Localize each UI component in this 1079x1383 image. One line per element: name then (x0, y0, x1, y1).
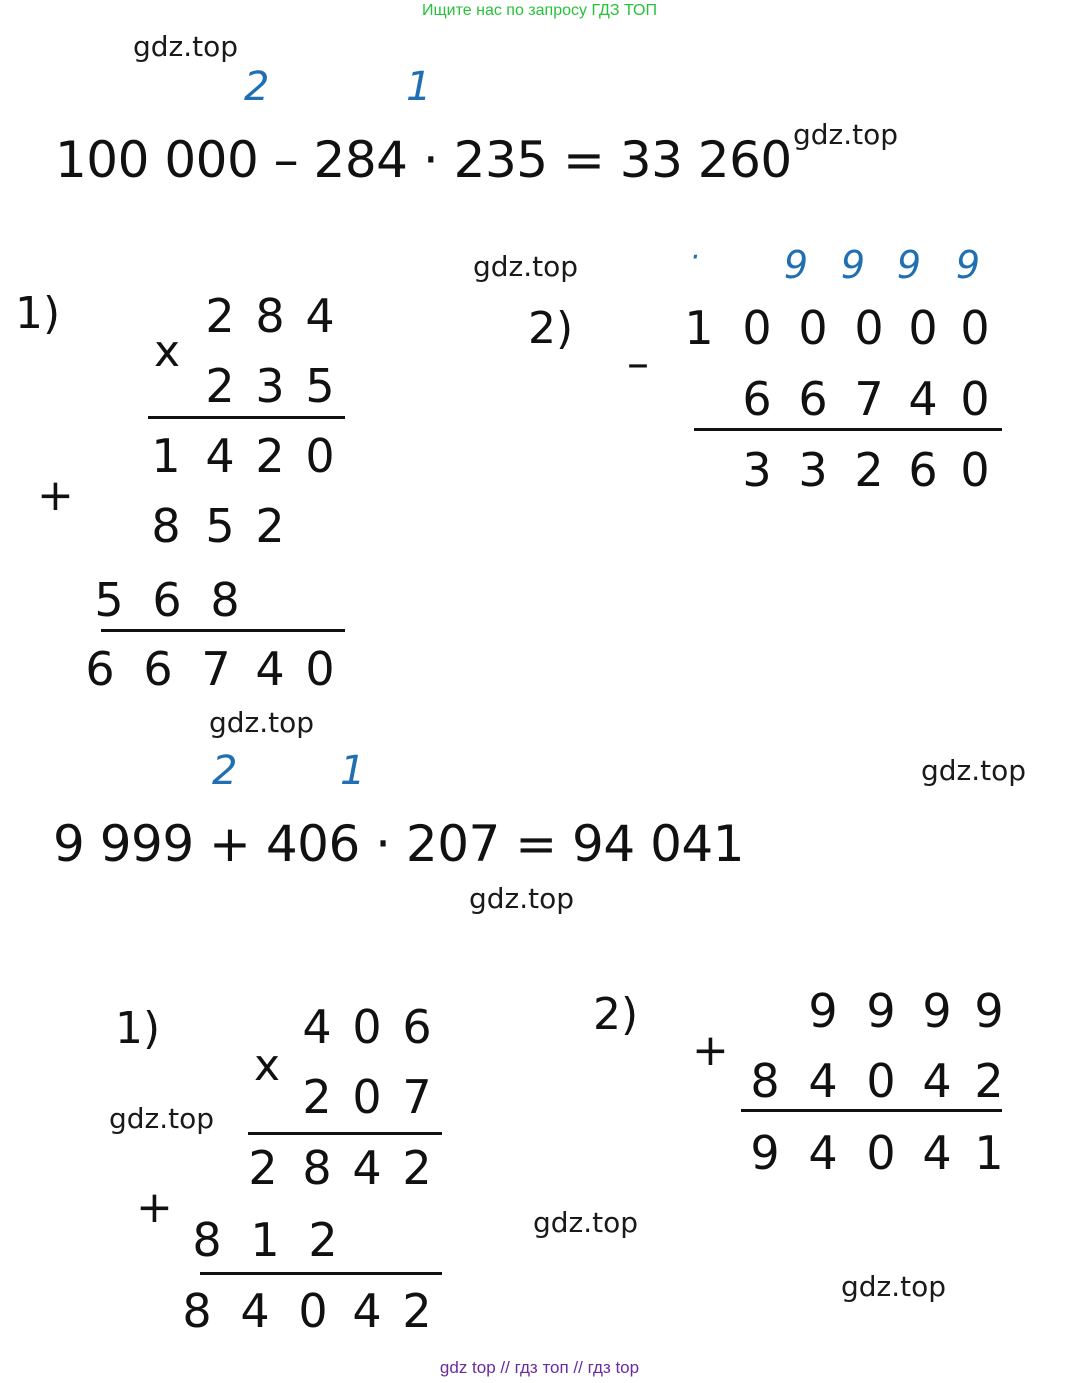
digit: 0 (866, 1054, 896, 1108)
plus-sign: + (136, 1182, 173, 1233)
multiplicand (292, 1000, 442, 1054)
order-mark: 1 (406, 64, 432, 110)
multiplicand (195, 289, 345, 343)
difference-result (730, 443, 1000, 497)
digit: 9 (866, 984, 896, 1038)
rule (148, 416, 345, 419)
order-mark: 2 (244, 64, 270, 110)
digit: 5 (305, 359, 335, 413)
digit: 6 (85, 642, 115, 696)
digit: 0 (798, 301, 828, 355)
borrow-digit: 9 (783, 243, 809, 287)
minus-sign: – (627, 338, 649, 389)
partial-product (234, 1141, 442, 1195)
multiply-sign: x (254, 1040, 281, 1091)
digit: 6 (152, 573, 182, 627)
order-mark: 2 (212, 748, 238, 794)
digit: 4 (352, 1284, 382, 1338)
digit: 2 (308, 1213, 338, 1267)
digit: 1 (151, 429, 181, 483)
watermark: gdz.top (473, 250, 579, 283)
digit: 7 (854, 372, 884, 426)
watermark: gdz.top (109, 1102, 215, 1135)
minuend (668, 301, 1000, 355)
digit: 3 (798, 443, 828, 497)
digit: 2 (302, 1070, 332, 1124)
borrow-dot: · (690, 240, 700, 275)
digit: 2 (402, 1284, 432, 1338)
digit: 8 (302, 1141, 332, 1195)
multiplier (195, 359, 345, 413)
digit: 8 (255, 289, 285, 343)
digit: 1 (250, 1213, 280, 1267)
digit: 0 (352, 1070, 382, 1124)
digit: 1 (974, 1126, 1004, 1180)
order-mark: 1 (340, 748, 366, 794)
watermark: gdz.top (793, 118, 899, 151)
digit: 0 (866, 1126, 896, 1180)
digit: 0 (305, 429, 335, 483)
digit: 8 (210, 573, 240, 627)
rule (200, 1272, 442, 1275)
watermark: gdz.top (841, 1270, 947, 1303)
watermark: gdz.top (469, 882, 575, 915)
multiply-sign: x (154, 326, 181, 377)
digit: 9 (808, 984, 838, 1038)
digit: 0 (960, 301, 990, 355)
digit: 8 (192, 1213, 222, 1267)
rule (694, 428, 1002, 431)
digit: 7 (201, 642, 231, 696)
step-label: 2) (593, 989, 639, 1040)
rule (248, 1132, 442, 1135)
borrow-digit: 9 (840, 243, 866, 287)
digit: 6 (143, 642, 173, 696)
digit: 6 (742, 372, 772, 426)
partial-product (137, 429, 345, 483)
digit: 2 (854, 443, 884, 497)
rule (741, 1109, 1002, 1112)
step-label: 1) (115, 1003, 161, 1054)
digit: 1 (684, 301, 714, 355)
digit: 9 (974, 984, 1004, 1038)
digit: 8 (750, 1054, 780, 1108)
digit: 2 (974, 1054, 1004, 1108)
digit: 2 (402, 1141, 432, 1195)
digit: 5 (205, 499, 235, 553)
subtrahend (730, 372, 1000, 426)
borrow-digit: 9 (896, 243, 922, 287)
search-banner: Ищите нас по запросу ГДЗ ТОП (422, 2, 657, 19)
digit: 2 (205, 359, 235, 413)
digit: 0 (742, 301, 772, 355)
digit: 6 (908, 443, 938, 497)
step-label: 1) (15, 288, 61, 339)
borrow-digit: 9 (955, 243, 981, 287)
digit: 4 (922, 1126, 952, 1180)
digit: 0 (960, 443, 990, 497)
digit: 4 (205, 429, 235, 483)
digit: 0 (854, 301, 884, 355)
partial-product (178, 1213, 352, 1267)
partial-product (80, 573, 254, 627)
digit: 2 (248, 1141, 278, 1195)
addend (794, 984, 1014, 1038)
digit: 5 (94, 573, 124, 627)
watermark: gdz.top (209, 706, 315, 739)
digit: 4 (908, 372, 938, 426)
rule (101, 629, 345, 632)
digit: 4 (922, 1054, 952, 1108)
expression: 9 999 + 406 · 207 = 94 041 (53, 815, 745, 873)
digit: 4 (808, 1054, 838, 1108)
digit: 4 (305, 289, 335, 343)
digit: 9 (750, 1126, 780, 1180)
digit: 3 (255, 359, 285, 413)
step-label: 2) (528, 303, 574, 354)
expression: 100 000 – 284 · 235 = 33 260 (55, 131, 792, 189)
digit: 4 (240, 1284, 270, 1338)
digit: 4 (302, 1000, 332, 1054)
digit: 4 (352, 1141, 382, 1195)
watermark: gdz.top (533, 1206, 639, 1239)
borrow-marks (768, 243, 1000, 287)
digit: 7 (402, 1070, 432, 1124)
footer-watermark: gdz top // гдз топ // гдз top (439, 1358, 640, 1377)
digit: 6 (402, 1000, 432, 1054)
digit: 2 (255, 429, 285, 483)
digit: 0 (908, 301, 938, 355)
digit: 2 (205, 289, 235, 343)
product-result (71, 642, 345, 696)
digit: 0 (960, 372, 990, 426)
watermark: gdz.top (133, 30, 239, 63)
partial-product (137, 499, 295, 553)
digit: 4 (255, 642, 285, 696)
addend (736, 1054, 1014, 1108)
digit: 3 (742, 443, 772, 497)
digit: 8 (151, 499, 181, 553)
digit: 0 (305, 642, 335, 696)
digit: 8 (182, 1284, 212, 1338)
digit: 4 (808, 1126, 838, 1180)
digit: 9 (922, 984, 952, 1038)
multiplier (292, 1070, 442, 1124)
digit: 0 (298, 1284, 328, 1338)
sum-result (736, 1126, 1014, 1180)
watermark: gdz.top (921, 754, 1027, 787)
product-result (168, 1284, 442, 1338)
digit: 2 (255, 499, 285, 553)
digit: 6 (798, 372, 828, 426)
plus-sign: + (692, 1025, 729, 1076)
plus-sign: + (37, 470, 74, 521)
digit: 0 (352, 1000, 382, 1054)
